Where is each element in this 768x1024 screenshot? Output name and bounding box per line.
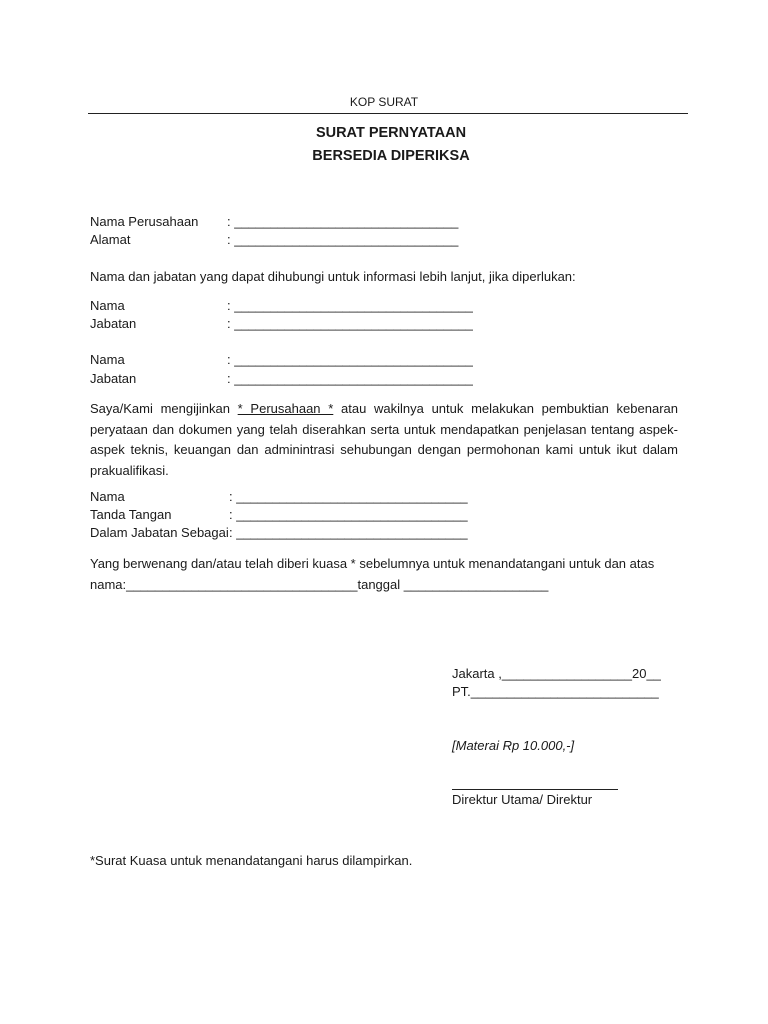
statement-part1: Saya/Kami mengijinkan [90, 401, 238, 416]
contacts-intro: Nama dan jabatan yang dapat dihubungi untuk informasi lebih lanjut, jika diperlukan: [90, 269, 576, 284]
contact-1-position-field[interactable]: : _________________________________ [227, 316, 473, 331]
letterhead-rule [88, 113, 688, 114]
company-address-label: Alamat [90, 232, 131, 247]
footnote: *Surat Kuasa untuk menandatangani harus dilampirkan. [90, 853, 413, 868]
statement-paragraph [90, 399, 678, 481]
letterhead-label: KOP SURAT [349, 95, 419, 109]
contact-2-position-label: Jabatan [90, 371, 137, 386]
signatory-name-field[interactable]: : ________________________________ [229, 489, 468, 504]
signatory-signature-label: Tanda Tangan [90, 507, 172, 522]
signatory-role-label: Dalam Jabatan Sebagai [90, 525, 229, 540]
document-title-line1: SURAT PERNYATAAN [315, 125, 467, 141]
company-placeholder: * Perusahaan * [237, 401, 334, 416]
contact-1-name-label: Nama [90, 298, 125, 313]
document-title-line2: BERSEDIA DIPERIKSA [312, 148, 470, 164]
company-address-field[interactable]: : _______________________________ [227, 232, 459, 247]
stamp-duty-note: [Materai Rp 10.000,-] [452, 738, 575, 753]
signer-title: Direktur Utama/ Direktur [452, 792, 593, 807]
authorization-line2[interactable]: nama:________________________________tanggal ____________________ [90, 577, 549, 592]
company-name-field[interactable]: : _______________________________ [227, 214, 459, 229]
contact-2-position-field[interactable]: : _________________________________ [227, 371, 473, 386]
signatory-name-label: Nama [90, 489, 125, 504]
signatory-signature-field[interactable]: : ________________________________ [229, 507, 468, 522]
authorization-line1: Yang berwenang dan/atau telah diberi kuasa * sebelumnya untuk menandatangani untuk dan atas [90, 556, 655, 571]
contact-2-name-label: Nama [90, 352, 125, 367]
contact-2-name-field[interactable]: : _________________________________ [227, 352, 473, 367]
closing-company-field[interactable]: PT.__________________________ [452, 684, 659, 699]
company-name-label: Nama Perusahaan [90, 214, 199, 229]
contact-1-position-label: Jabatan [90, 316, 137, 331]
contact-1-name-field[interactable]: : _________________________________ [227, 298, 473, 313]
statement-part2: atau wakilnya untuk melakukan pembuktian kebenaran peryataan dan dokumen yang telah diserahkan serta untuk mendapatkan penjelasan tentang aspek-aspek teknis, keuangan dan adminintrasi sehubungan dengan permohonan kami untuk ikut dalam prakualifikasi. [90, 401, 678, 478]
signatory-role-field[interactable]: : ________________________________ [229, 525, 468, 540]
place-date-field[interactable]: Jakarta ,__________________20__ [452, 666, 661, 681]
signature-line [452, 789, 618, 790]
